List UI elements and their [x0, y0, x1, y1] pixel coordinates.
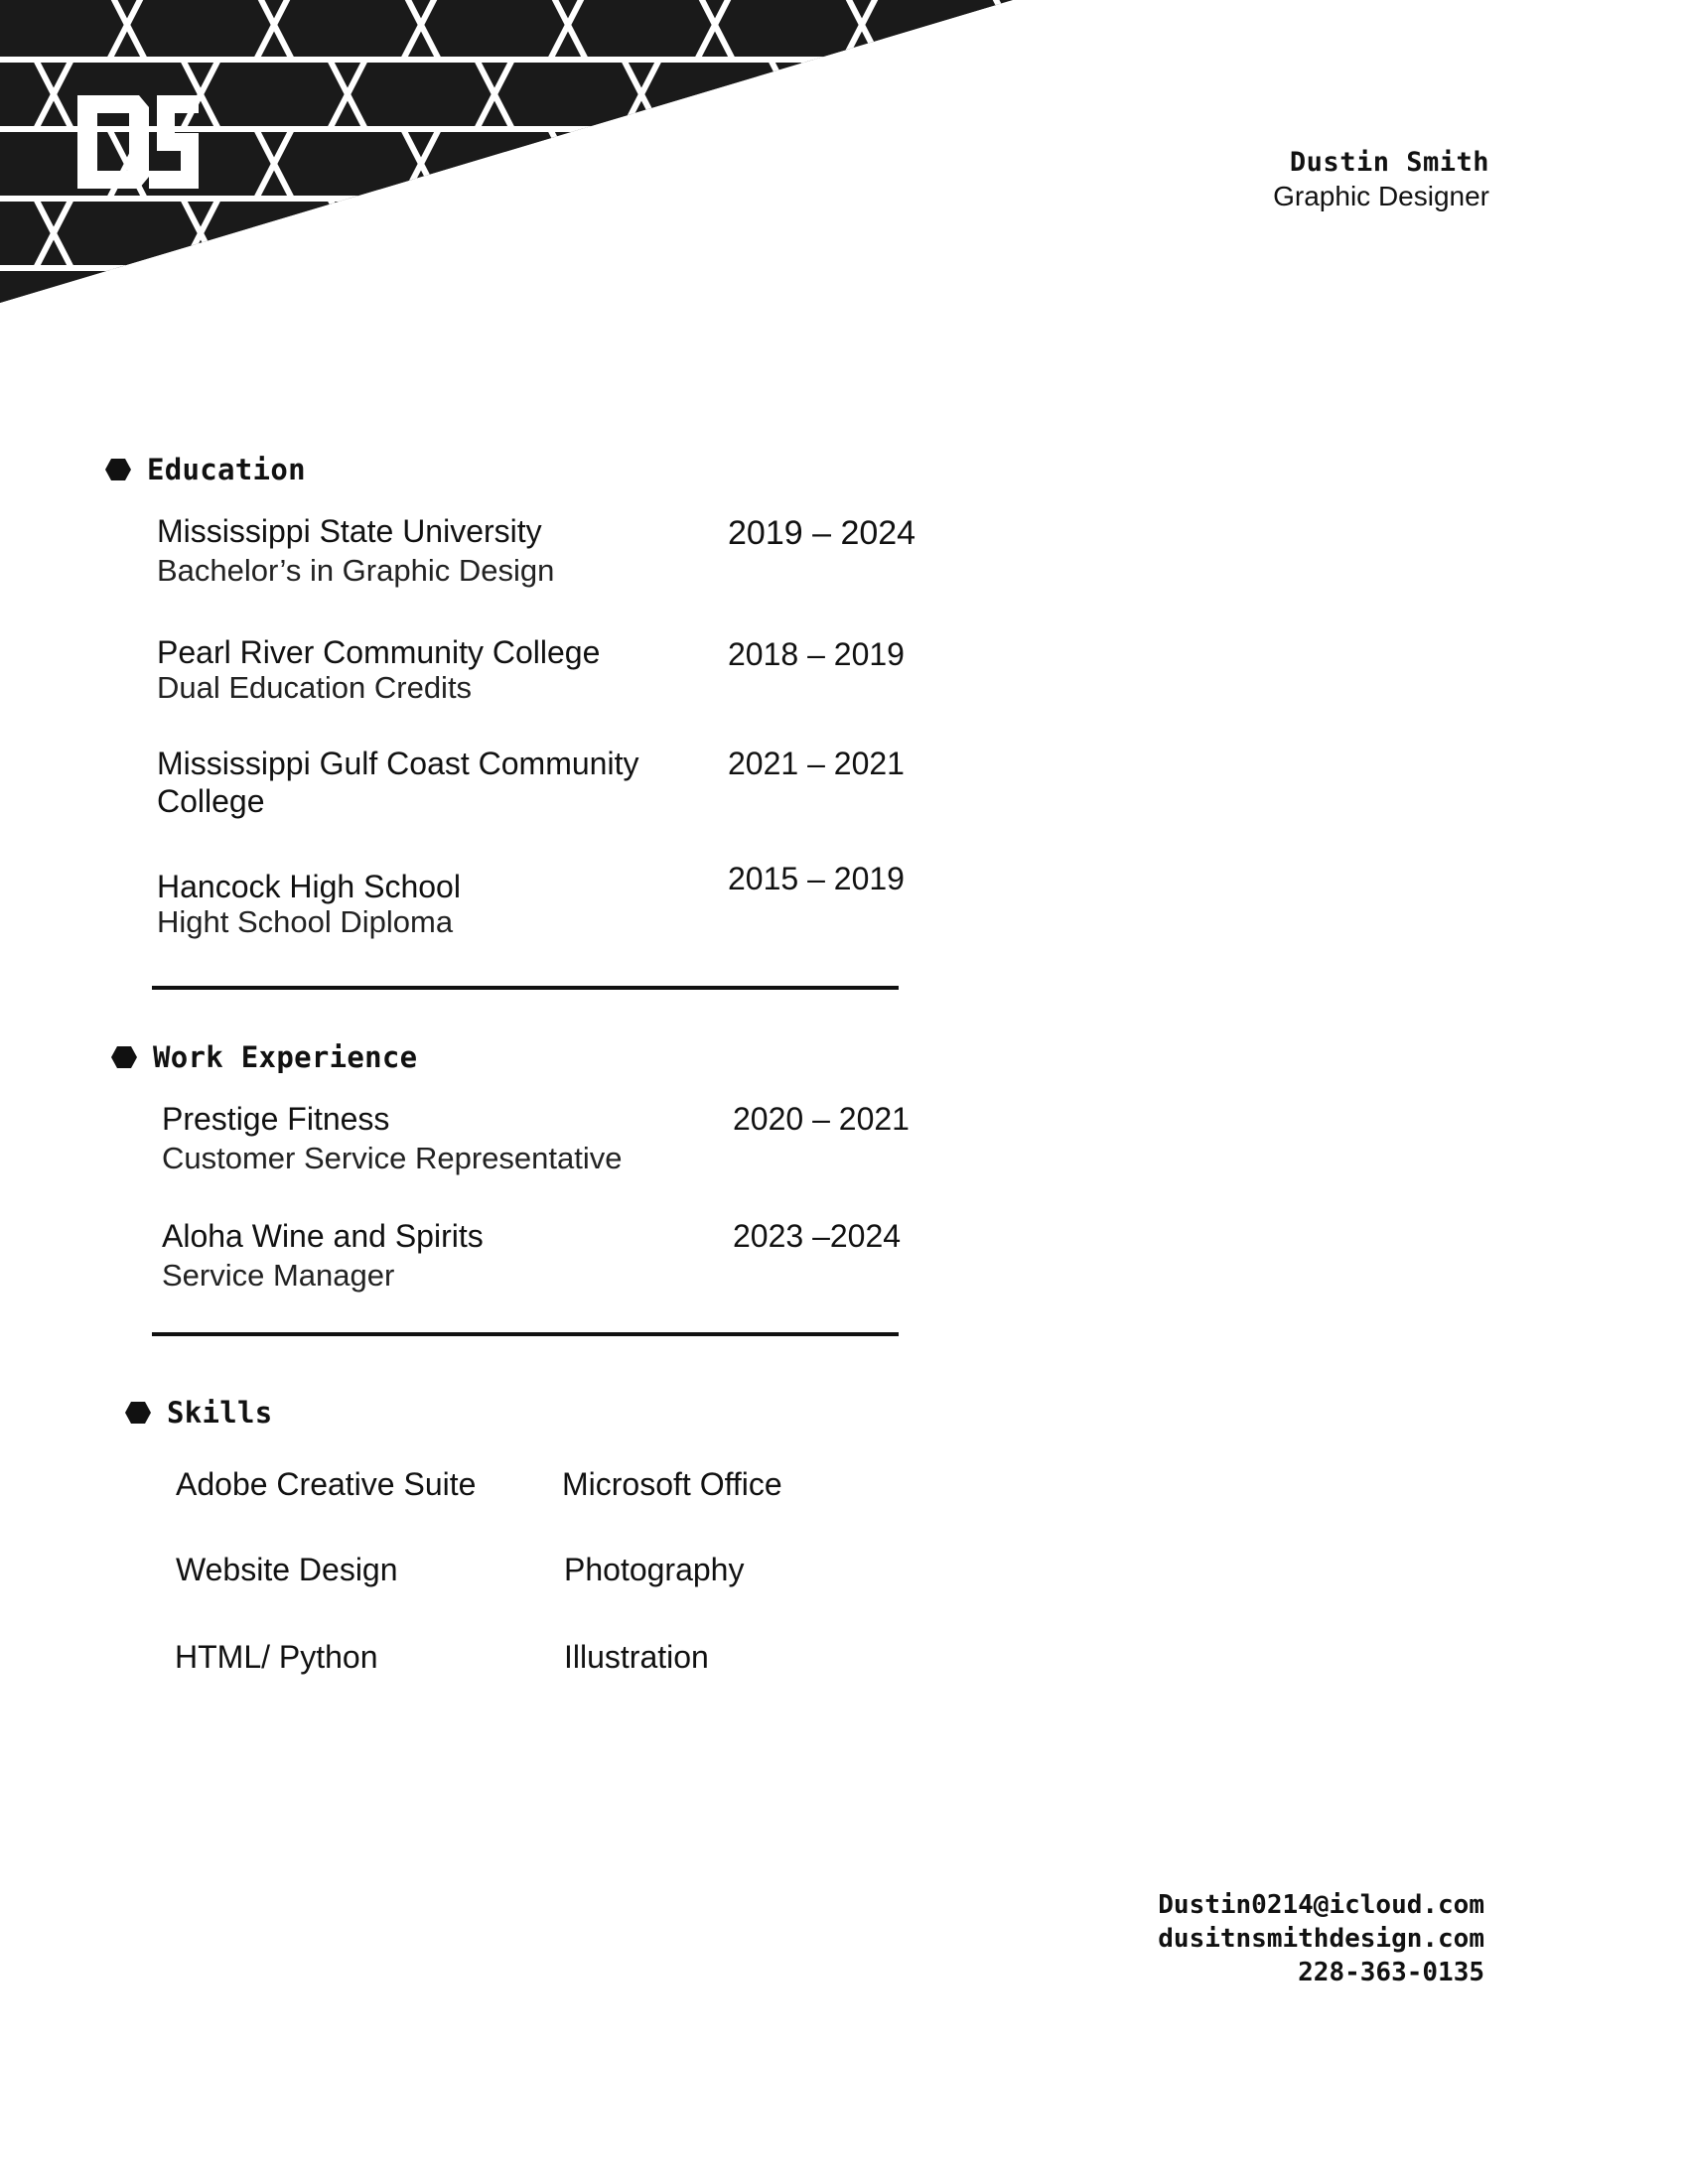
- section-divider: [152, 1332, 899, 1336]
- hexagon-bullet-icon: [105, 458, 131, 481]
- hexagon-cell: [1009, 0, 1156, 60]
- work-dates: 2020 – 2021: [733, 1101, 910, 1137]
- education-school: Pearl River Community College: [157, 634, 601, 670]
- hexagon-cell: [127, 268, 274, 318]
- hexagon-cell: [201, 60, 348, 129]
- contact-email[interactable]: Dustin0214@icloud.com: [1158, 1890, 1484, 1920]
- work-role: Service Manager: [162, 1258, 395, 1293]
- hexagon-cell: [1156, 0, 1303, 60]
- hexagon-pattern: [0, 0, 1376, 318]
- hexagon-cell: [1009, 268, 1156, 318]
- education-degree: Dual Education Credits: [157, 670, 473, 705]
- contact-phone[interactable]: 228-363-0135: [1298, 1958, 1484, 1987]
- work-role: Customer Service Representative: [162, 1141, 623, 1175]
- hexagon-cell: [0, 0, 127, 60]
- hexagon-cell: [421, 268, 568, 318]
- hexagon-cell: [862, 268, 1009, 318]
- education-dates: 2015 – 2019: [728, 861, 905, 896]
- skills-heading: [125, 1396, 273, 1430]
- hexagon-cell: [1156, 268, 1303, 318]
- hexagon-cell: [54, 199, 201, 268]
- education-dates: 2018 – 2019: [728, 636, 905, 672]
- hexagon-cell: [201, 199, 348, 268]
- hexagon-cell: [715, 0, 862, 60]
- education-school: Mississippi State University: [157, 513, 542, 549]
- hexagon-cell: [421, 129, 568, 199]
- work-dates: 2023 –2024: [733, 1218, 902, 1254]
- hexagon-cell: [494, 199, 641, 268]
- skill-item: Photography: [564, 1552, 745, 1587]
- hexagon-cell: [274, 268, 421, 318]
- education-degree: Bachelor’s in Graphic Design: [157, 553, 555, 588]
- hexagon-cell: [862, 129, 1009, 199]
- hexagon-cell: [274, 0, 421, 60]
- hexagon-cell: [568, 129, 715, 199]
- work-employer: Prestige Fitness: [162, 1101, 390, 1137]
- hexagon-cell: [935, 199, 1082, 268]
- skill-item: Adobe Creative Suite: [176, 1466, 477, 1502]
- education-school: Mississippi Gulf Coast Community College: [157, 746, 639, 819]
- section-divider: [152, 986, 899, 990]
- hexagon-cell: [935, 60, 1082, 129]
- skill-item: Microsoft Office: [562, 1466, 782, 1502]
- education-school: Hancock High School: [157, 869, 461, 904]
- skill-item: HTML/ Python: [175, 1639, 378, 1675]
- hexagon-cell: [494, 60, 641, 129]
- hexagon-cell: [568, 268, 715, 318]
- applicant-name: Dustin Smith: [1289, 147, 1489, 178]
- skill-item: Website Design: [176, 1552, 398, 1587]
- hexagon-bullet-icon: [125, 1401, 151, 1425]
- hexagon-cell: [641, 199, 788, 268]
- hexagon-cell: [348, 60, 494, 129]
- education-degree: Hight School Diploma: [157, 904, 454, 939]
- section-title: Work Experience: [153, 1040, 418, 1074]
- hexagon-cell: [1082, 199, 1229, 268]
- section-title: Education: [147, 453, 306, 486]
- hexagon-cell: [0, 268, 127, 318]
- education-dates: 2019 – 2024: [728, 514, 916, 552]
- hexagon-cell: [715, 129, 862, 199]
- section-title: Skills: [167, 1396, 273, 1430]
- hexagon-cell: [54, 60, 201, 129]
- hexagon-cell: [274, 129, 421, 199]
- hexagon-cell: [421, 0, 568, 60]
- hexagon-cell: [1229, 60, 1376, 129]
- hexagon-cell: [127, 0, 274, 60]
- work-employer: Aloha Wine and Spirits: [162, 1218, 484, 1254]
- skill-item: Illustration: [564, 1639, 709, 1675]
- applicant-title: Graphic Designer: [1273, 181, 1489, 211]
- hexagon-cell: [788, 60, 935, 129]
- hexagon-cell: [1009, 129, 1156, 199]
- work-heading: [111, 1040, 417, 1074]
- education-dates: 2021 – 2021: [728, 746, 905, 781]
- hexagon-cell: [715, 268, 862, 318]
- contact-website[interactable]: dusitnsmithdesign.com: [1158, 1924, 1484, 1954]
- hexagon-cell: [862, 0, 1009, 60]
- hexagon-cell: [568, 0, 715, 60]
- hexagon-bullet-icon: [111, 1045, 137, 1069]
- hexagon-cell: [788, 199, 935, 268]
- hexagon-cell: [641, 60, 788, 129]
- hexagon-cell: [1082, 60, 1229, 129]
- hexagon-cell: [348, 199, 494, 268]
- education-heading: [105, 453, 306, 486]
